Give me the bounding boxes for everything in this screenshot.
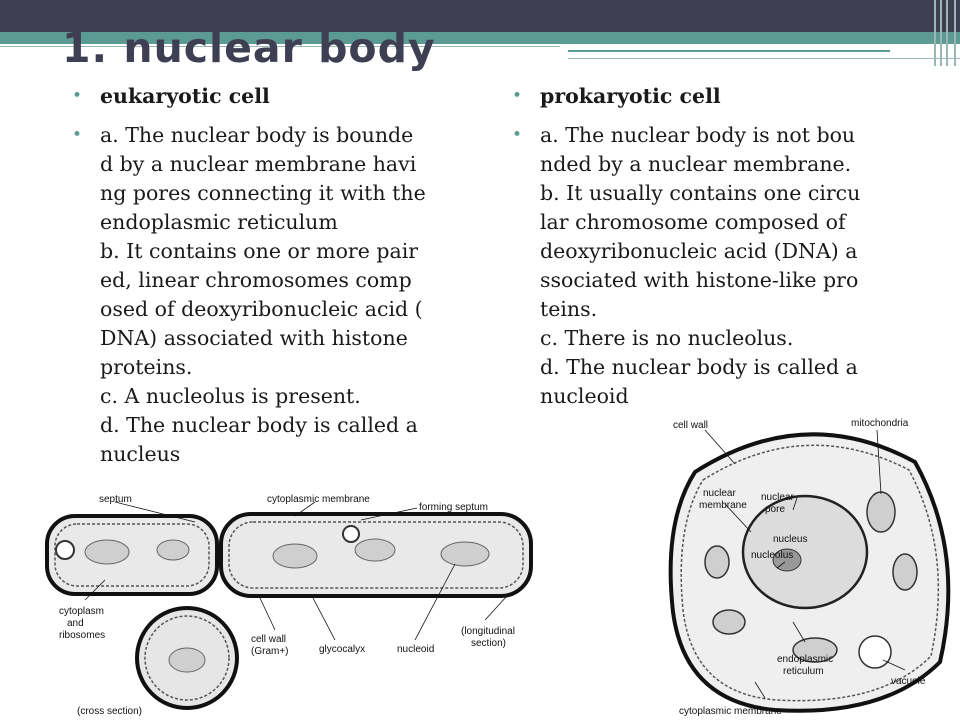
nucleoid-shape	[273, 544, 317, 568]
label-section: section)	[471, 638, 507, 649]
label-forming-septum: forming septum	[419, 502, 488, 513]
header-rule-right-thin	[568, 58, 960, 59]
header-vertical-bars	[928, 0, 960, 66]
label-nuclear: nuclear	[703, 488, 736, 499]
bullet-item	[72, 82, 472, 111]
nucleoid-shape	[441, 542, 489, 566]
nucleoid-shape	[355, 539, 395, 561]
label-reticulum: reticulum	[783, 666, 824, 677]
vacuole-shape	[859, 636, 891, 668]
bullet-item	[512, 82, 912, 111]
label-gram-positive: (Gram+)	[251, 646, 289, 657]
prokaryote-diagram-svg	[45, 490, 535, 720]
label-nucleus: nucleus	[773, 534, 808, 545]
label-cross-section: (cross section)	[77, 706, 143, 717]
bullet-icon: •	[72, 86, 83, 106]
nucleoid-shape	[157, 540, 189, 560]
slide-title: 1. nuclear body	[62, 24, 436, 72]
header-rule-right	[568, 50, 890, 52]
prokaryote-diagram	[45, 490, 535, 720]
label-endoplasmic: endoplasmic	[777, 654, 834, 665]
bullet-icon: •	[512, 86, 523, 106]
label-nuclear-pore-1: nuclear	[761, 492, 794, 503]
eukaryotic-column	[72, 82, 472, 479]
label-membrane: membrane	[699, 500, 747, 511]
eukaryotic-heading: eukaryotic cell	[100, 84, 270, 108]
bullet-icon: •	[72, 125, 83, 145]
bullet-item	[72, 121, 472, 469]
label-cell-wall: cell wall	[251, 634, 287, 645]
bullet-item	[512, 121, 912, 411]
label-cytoplasmic-membrane: cytoplasmic membrane	[679, 706, 782, 717]
label-mitochondria: mitochondria	[851, 418, 909, 429]
label-glycocalyx: glycocalyx	[319, 644, 366, 655]
prokaryotic-description: a. The nuclear body is not bou nded by a nuclear membrane. b. It usually contains one circu lar chromosome composed of deoxyribonucleic acid (DNA) a ssociated with histone-like pro teins. c. There is no nucleolus. d. The nuclear body is called a nucleoid	[540, 123, 861, 408]
eukaryote-diagram-svg	[655, 412, 960, 720]
label-vacuole: vacuole	[891, 676, 926, 687]
label-nuclear-pore-2: pore	[765, 504, 786, 515]
bullet-icon: •	[512, 125, 523, 145]
eukaryotic-description: a. The nuclear body is bounde d by a nuclear membrane havi ng pores connecting it with the endoplasmic reticulum b. It contains one or more pair ed, linear chromosomes comp osed of deoxyribonucleic acid ( DNA) associated with histone proteins. c. A nucleolus is present. d. The nuclear body is called a nucleus	[100, 123, 426, 466]
label-nucleolus: nucleolus	[751, 550, 794, 561]
label-cytoplasmic-membrane: cytoplasmic membrane	[267, 494, 370, 505]
prokaryotic-heading: prokaryotic cell	[540, 84, 721, 108]
label-cell-wall: cell wall	[673, 420, 709, 431]
label-longitudinal: (longitudinal	[461, 626, 515, 637]
prokaryotic-column	[512, 82, 912, 421]
label-nucleoid: nucleoid	[397, 644, 435, 655]
label-septum: septum	[99, 494, 132, 505]
label-cytoplasm-and: and	[67, 618, 84, 629]
label-ribosomes: ribosomes	[59, 630, 106, 641]
nucleoid-shape	[85, 540, 129, 564]
eukaryote-diagram	[655, 412, 960, 720]
label-cytoplasm: cytoplasm	[59, 606, 105, 617]
